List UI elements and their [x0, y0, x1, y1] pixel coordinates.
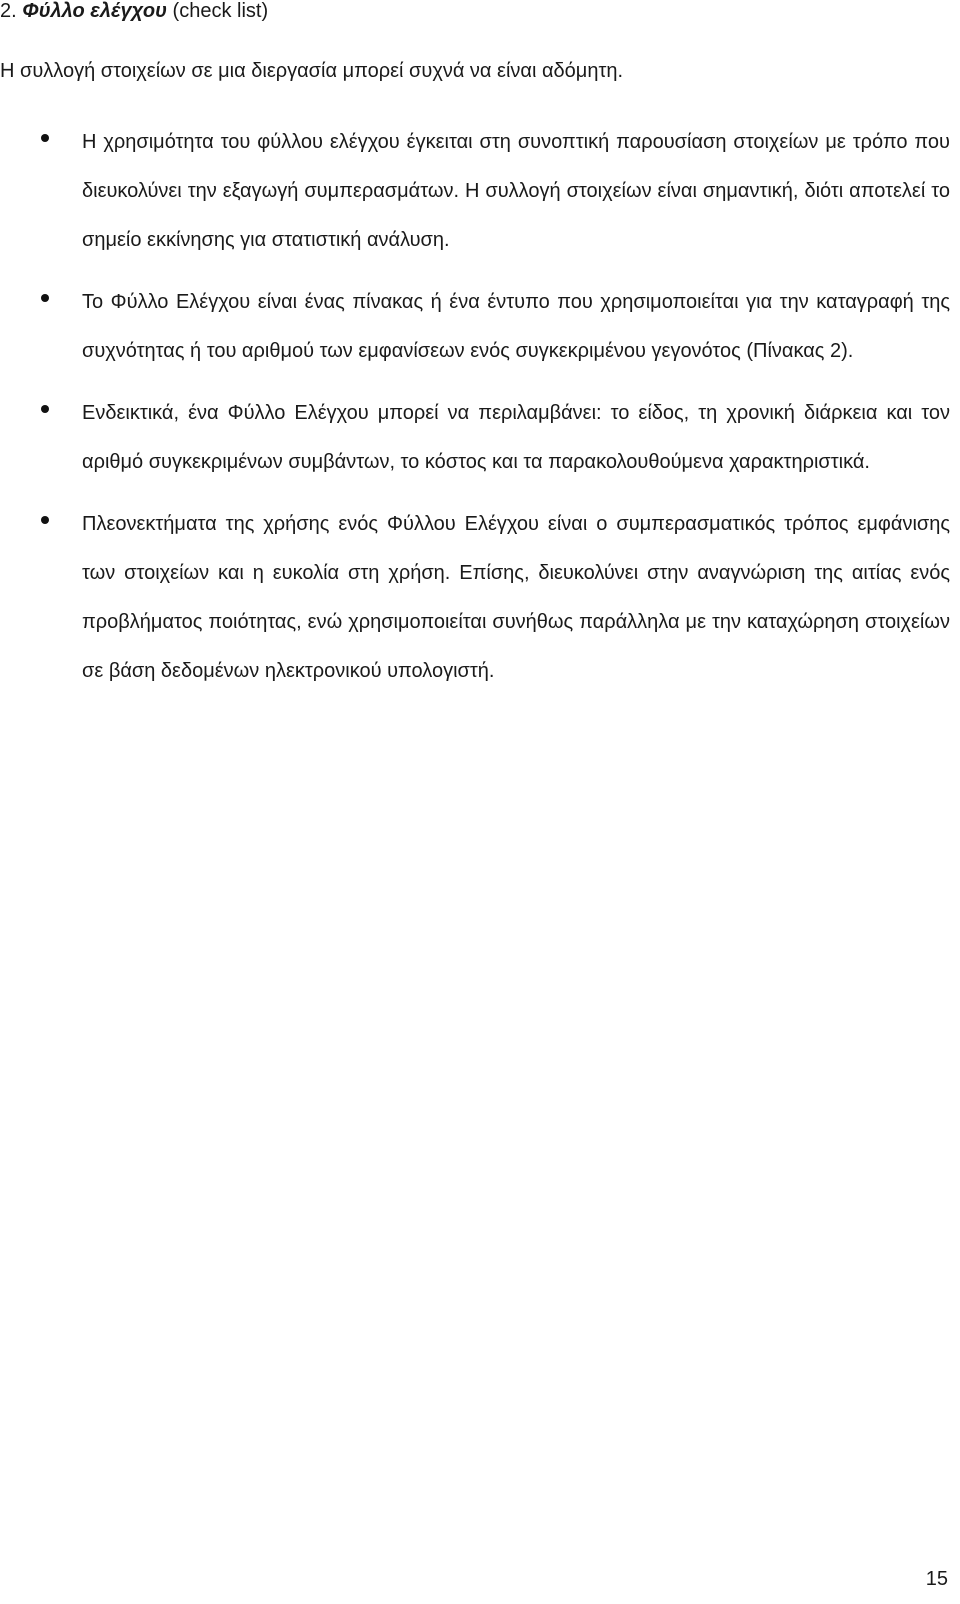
bullet-text: Ενδεικτικά, ένα Φύλλο Ελέγχου μπορεί να περιλαμβάνει: το είδος, τη χρονική διάρκεια και τον αριθμό συγκεκριμένων συμβάντων, το κόστος και τα παρακολουθούμενα χαρακτηριστικά.	[82, 402, 950, 473]
bullet-text: Η χρησιμότητα του φύλλου ελέγχου έγκειται στη συνοπτική παρουσίαση στοιχείων με τρόπο που διευκολύνει την εξαγωγή συμπερασμάτων. Η συλλογή στοιχείων είναι σημαντική, διότι αποτελεί το σημείο εκκίνησης για στατιστική ανάλυση.	[82, 131, 950, 251]
bullet-item	[0, 389, 950, 487]
section-number: 2.	[0, 0, 17, 22]
bullet-text: Πλεονεκτήματα της χρήσης ενός Φύλλου Ελέγχου είναι ο συμπερασματικός τρόπος εμφάνισης των στοιχείων και η ευκολία στη χρήση. Επίσης, διευκολύνει στην αναγνώριση της αιτίας ενός προβλήματος ποιότητας, ενώ χρησιμοποιείται συνήθως παράλληλα με την καταχώρηση στοιχείων σε βάση δεδομένων ηλεκτρονικού υπολογιστή.	[82, 513, 950, 682]
section-title: Φύλλο ελέγχου	[22, 0, 167, 22]
bullet-point-icon	[41, 516, 49, 524]
bullet-point-icon	[41, 405, 49, 413]
section-subtitle: (check list)	[172, 0, 269, 22]
section-heading	[0, 0, 268, 26]
page-number: 15	[925, 1568, 948, 1590]
bullet-point-icon	[41, 294, 49, 302]
intro-paragraph: Η συλλογή στοιχείων σε μια διεργασία μπορεί συχνά να είναι αδόμητη.	[0, 60, 624, 82]
bullet-point-icon	[41, 134, 49, 142]
bullet-item	[0, 118, 950, 265]
bullet-item	[0, 278, 950, 376]
bullet-list	[0, 118, 950, 709]
bullet-item	[0, 500, 950, 696]
bullet-text: Το Φύλλο Ελέγχου είναι ένας πίνακας ή ένα έντυπο που χρησιμοποιείται για την καταγραφή της συχνότητας ή του αριθμού των εμφανίσεων ενός συγκεκριμένου γεγονότος (Πίνακας 2).	[82, 291, 950, 362]
